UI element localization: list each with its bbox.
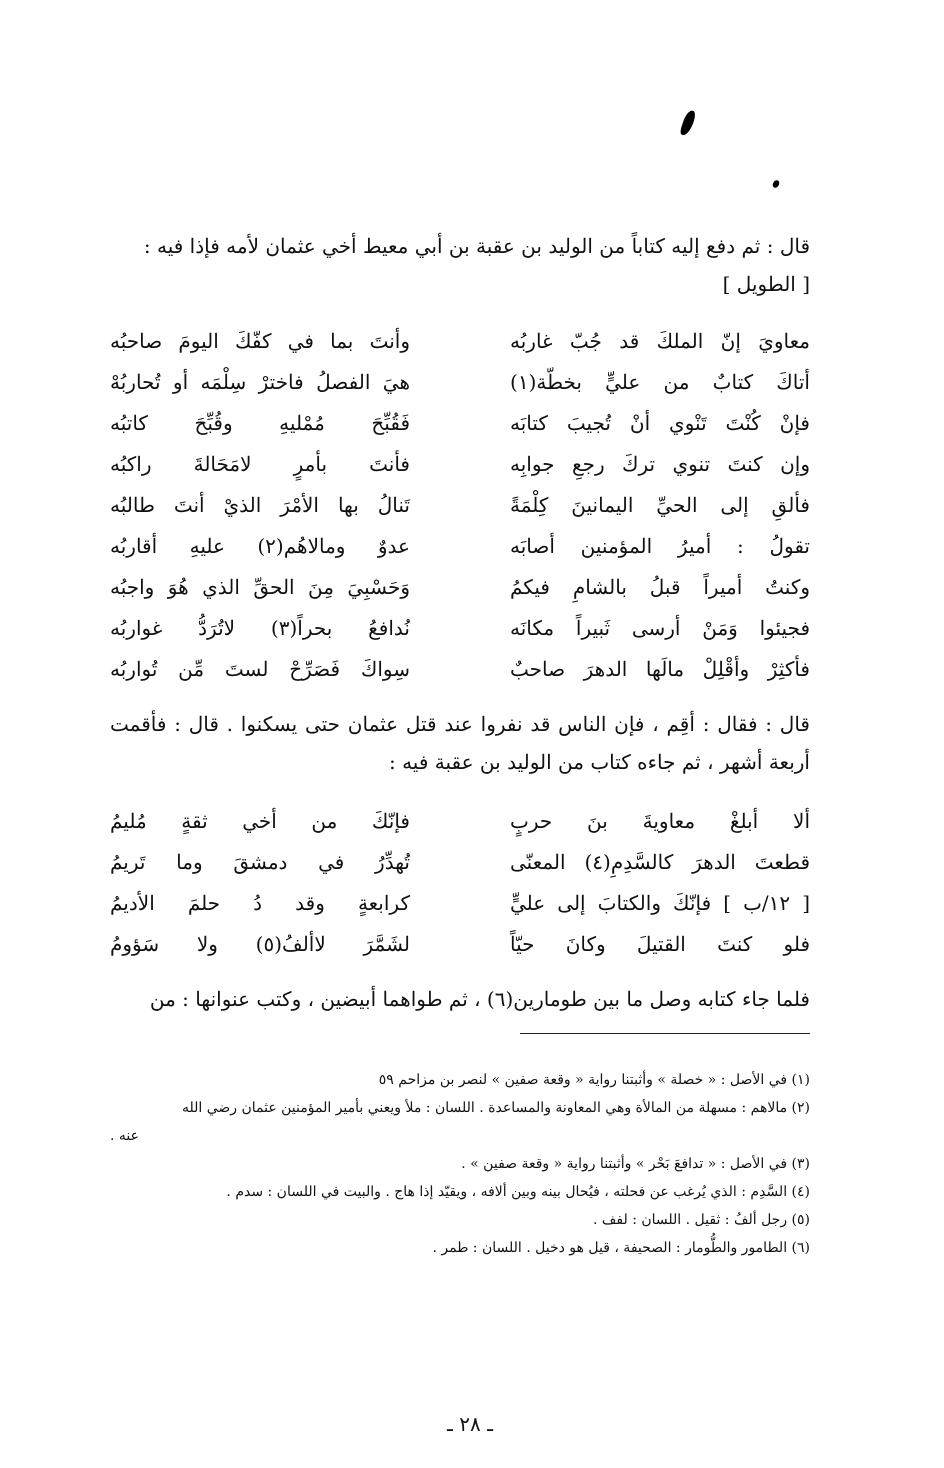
- closing-paragraph: [110, 980, 810, 1018]
- verse-line: [110, 882, 810, 923]
- footnote-continuation: عنه .: [110, 1128, 139, 1144]
- verse-first-hemistich: وكنتُ أميراً قبلُ بالشامِ فيكمُ: [510, 574, 810, 599]
- verse-first-hemistich: قطعتَ الدهرَ كالسَّدِمِ(٤) المعنّى: [510, 849, 811, 874]
- verse-first-hemistich: معاويَ إنّ الملكَ قد جُبّ غاربُه: [510, 328, 810, 353]
- verse-second-hemistich: وَحَسْبِيَ مِنَ الحقِّ الذي هُوَ واجبُه: [110, 574, 410, 599]
- poem-2: [110, 800, 810, 964]
- poem-1: [110, 320, 810, 689]
- ink-mark: [679, 109, 697, 137]
- verse-second-hemistich: كرابعةٍ وقد دُ حلمَ الأديمُ: [110, 890, 410, 915]
- verse-second-hemistich: هيَ الفصلُ فاخترْ سِلْمَه أو تُحاربُهْ: [110, 369, 410, 394]
- verse-line: [110, 566, 810, 607]
- verse-first-hemistich: أتاكَ كتابٌ من عليٍّ بخطّة(١): [510, 369, 810, 394]
- verse-second-hemistich: فأنتَ بأمرٍ لامَحَالةَ راكبُه: [110, 451, 410, 476]
- ink-dot: [771, 179, 780, 189]
- footnote: (٣) في الأصل : « تدافعَ بَحْر » وأثبتنا رواية « وقعة صفين » .: [461, 1156, 810, 1172]
- verse-first-hemistich: فإنْ كُنْتَ تَنْوي أنْ تُجيبَ كتابَه: [510, 410, 810, 435]
- verse-second-hemistich: تَنالُ بها الأمْرَ الذيْ أنتَ طالبُه: [110, 492, 410, 517]
- footnote: (٦) الطامور والطُّومار : الصحيفة ، قيل هو دخيل . اللسان : طمر .: [432, 1240, 810, 1256]
- page-number: ـ ٢٨ ـ: [447, 1412, 493, 1436]
- verse-line: [110, 648, 810, 689]
- closing-text: فلما جاء كتابه وصل ما بين طومارين(٦) ، ثم طواهما أبيضين ، وكتب عنوانها : من: [149, 987, 810, 1011]
- verse-first-hemistich: ألا أبلغْ معاويةَ بنَ حربٍ: [510, 808, 810, 833]
- middle-paragraph: [110, 705, 810, 781]
- verse-first-hemistich: فأكثِرْ وأقْلِلْ مالَها الدهرَ صاحبٌ: [510, 656, 810, 681]
- footnote-divider: [520, 1033, 810, 1034]
- meter-label: [ الطويل ]: [722, 272, 810, 296]
- verse-second-hemistich: نُدافعُ بحراً(٣) لاتُرَدُّ غواربُه: [110, 615, 410, 640]
- verse-first-hemistich: فجيئوا وَمَنْ أرسى ثَبيراً مكانَه: [510, 615, 810, 640]
- verse-line: [110, 320, 810, 361]
- verse-first-hemistich: فلو كنتَ القتيلَ وكانَ حيّاً: [510, 931, 810, 956]
- verse-second-hemistich: وأنتَ بما في كفّكَ اليومَ صاحبُه: [110, 328, 410, 353]
- verse-first-hemistich: فألقِ إلى الحيِّ اليمانينَ كِلْمَةً: [510, 492, 810, 517]
- verse-line: [110, 841, 810, 882]
- verse-line: [110, 607, 810, 648]
- middle-text: قال : فقال : أقِم ، فإن الناس قد نفروا عند قتل عثمان حتى يسكنوا . قال : فأقمت أربعة أشهر ، ثم جاءه كتاب من الوليد بن عقبة فيه :: [110, 712, 810, 774]
- verse-second-hemistich: فَقُبِّحَ مُمْليهِ وقُبِّحَ كاتبُه: [110, 410, 410, 435]
- verse-first-hemistich: تقولُ : أميرُ المؤمنين أصابَه: [510, 533, 810, 558]
- intro-text: قال : ثم دفع إليه كتاباً من الوليد بن عقبة بن أبي معيط أخي عثمان لأمه فإذا فيه :: [143, 234, 810, 258]
- footnote: (٢) مالاهم : مسهلة من المالأة وهي المعاونة والمساعدة . اللسان : ملأ ويعني بأمير المؤمنين عثمان رضي الله: [181, 1100, 810, 1116]
- footnote: (١) في الأصل : « خصلة » وأثبتنا رواية « وقعة صفين » لنصر بن مزاحم ٥٩: [378, 1072, 810, 1088]
- intro-paragraph: [110, 227, 810, 303]
- footnote: (٤) السَّدِم : الذي يُرغب عن فحلته ، فيُحال بينه وبين ألافه ، ويقيّد إذا هاج . والبيت في اللسان : سدم .: [226, 1184, 810, 1200]
- verse-first-hemistich: وإن كنتَ تنوي تركَ رجعِ جوابِه: [510, 451, 810, 476]
- verse-line: [110, 800, 810, 841]
- verse-first-hemistich: [ ١٢/ب ] فإنّكَ والكتابَ إلى عليٍّ: [510, 890, 810, 915]
- verse-second-hemistich: تُهدِّرُ في دمشقَ وما تَريمُ: [110, 849, 410, 874]
- footnotes: [110, 1066, 810, 1262]
- verse-second-hemistich: فإنّكَ من أخي ثقةٍ مُليمُ: [110, 808, 410, 833]
- verse-line: [110, 443, 810, 484]
- verse-line: [110, 484, 810, 525]
- verse-line: [110, 525, 810, 566]
- verse-second-hemistich: لشَمَّرَ لاألفُ(٥) ولا سَؤومُ: [110, 931, 410, 956]
- verse-line: [110, 402, 810, 443]
- verse-second-hemistich: سِواكَ فَصَرِّحْ لستَ مِّن تُواربُه: [110, 656, 410, 681]
- verse-second-hemistich: عدوٌ ومالاهُم(٢) عليهِ أقاربُه: [110, 533, 410, 558]
- verse-line: [110, 923, 810, 964]
- footnote: (٥) رجل ألفُ : ثقيل . اللسان : لفف .: [593, 1212, 810, 1228]
- verse-line: [110, 361, 810, 402]
